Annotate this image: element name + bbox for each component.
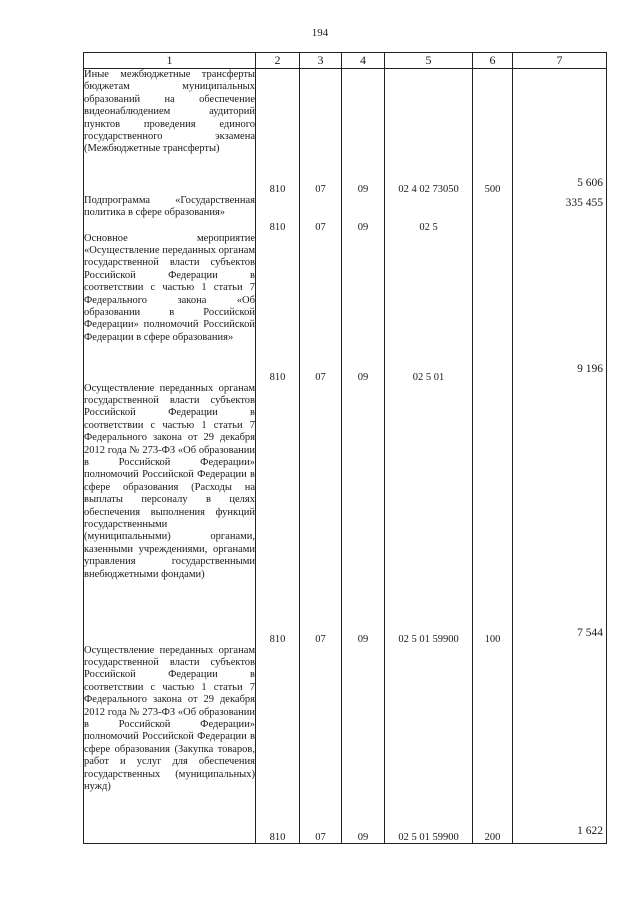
target-article-code: 02 5 (385, 195, 473, 233)
amount: 9 196 (513, 233, 607, 383)
subsection-code: 09 (342, 233, 385, 383)
section-code: 07 (300, 195, 342, 233)
ministry-code: 810 (256, 233, 300, 383)
expense-name: Иные межбюджетные трансферты бюджетам муниципальных образований на обеспечение видеонаблюдением аудиторий пунктов проведения единого государственного экзамена (Межбюджетные трансферты) (84, 69, 256, 195)
column-header: 5 (385, 53, 473, 69)
ministry-code: 810 (256, 645, 300, 844)
column-header: 4 (342, 53, 385, 69)
target-article-code: 02 4 02 73050 (385, 69, 473, 195)
column-header: 6 (473, 53, 513, 69)
amount: 1 622 (513, 645, 607, 844)
expense-type-code: 100 (473, 383, 513, 645)
ministry-code: 810 (256, 69, 300, 195)
subsection-code: 09 (342, 69, 385, 195)
column-header: 3 (300, 53, 342, 69)
table-row (84, 69, 607, 195)
subsection-code: 09 (342, 645, 385, 844)
expense-name: Подпрограмма «Государственная политика в сфере образования» (84, 195, 256, 233)
section-code: 07 (300, 383, 342, 645)
page-number: 194 (311, 27, 329, 39)
table-row (84, 645, 607, 844)
amount: 7 544 (513, 383, 607, 645)
amount: 335 455 (513, 195, 607, 233)
table-row (84, 195, 607, 233)
amount: 5 606 (513, 69, 607, 195)
target-article-code: 02 5 01 59900 (385, 645, 473, 844)
column-header: 2 (256, 53, 300, 69)
ministry-code: 810 (256, 383, 300, 645)
ministry-code: 810 (256, 195, 300, 233)
expense-name: Осуществление переданных органам государственной власти субъектов Российской Федерации в соответствии с частью 1 статьи 7 Федерального закона от 29 декабря 2012 года № 273-ФЗ «Об образовании в Российской Федерации» полномочий Российской Федерации в сфере образования (Закупка товаров, работ и услуг для обеспечения государственных (муниципальных) нужд) (84, 645, 256, 844)
column-header: 1 (84, 53, 256, 69)
expense-type-code (473, 195, 513, 233)
expense-name: Осуществление переданных органам государственной власти субъектов Российской Федерации в соответствии с частью 1 статьи 7 Федерального закона от 29 декабря 2012 года № 273-ФЗ «Об образовании в Российской Федерации» полномочий Российской Федерации в сфере образования (Расходы на выплаты персоналу в целях обеспечения выполнения функций государственными (муниципальными) органами, казенными учреждениями, органами управления государственными внебюджетными фондами) (84, 383, 256, 645)
subsection-code: 09 (342, 195, 385, 233)
subsection-code: 09 (342, 383, 385, 645)
section-code: 07 (300, 233, 342, 383)
table-row (84, 383, 607, 645)
budget-table (83, 52, 607, 844)
section-code: 07 (300, 69, 342, 195)
table-header-row (84, 53, 607, 69)
expense-type-code (473, 233, 513, 383)
expense-type-code: 200 (473, 645, 513, 844)
section-code: 07 (300, 645, 342, 844)
table-row (84, 233, 607, 383)
column-header: 7 (513, 53, 607, 69)
target-article-code: 02 5 01 (385, 233, 473, 383)
expense-name: Основное мероприятие «Осуществление переданных органам государственной власти субъектов Российской Федерации в соответствии с частью 1 статьи 7 Федерального закона «Об образовании в Российской Федерации» полномочий Российской Федерации в сфере образования» (84, 233, 256, 383)
expense-type-code: 500 (473, 69, 513, 195)
target-article-code: 02 5 01 59900 (385, 383, 473, 645)
